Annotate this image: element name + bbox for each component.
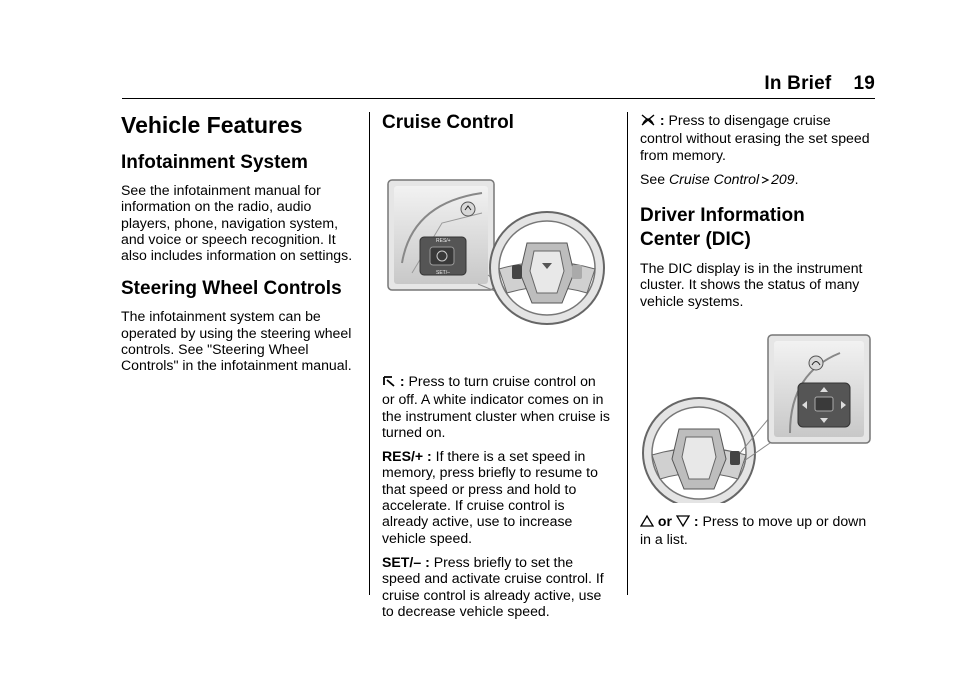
steering-body: The infotainment system can be operated by using the steering wheel controls. See "Steering Wheel Controls" in the infotainment manual. [121,308,352,374]
section-title: In Brief [764,73,832,94]
header-rule [122,98,875,99]
set-term: SET/– : [382,553,430,570]
column-cruise-control [382,108,612,619]
cruise-onoff-icon [382,374,396,391]
res-term: RES/+ : [382,448,432,465]
cancel-term: : [640,112,665,128]
heading-steering-wheel-controls: Steering Wheel Controls [121,278,342,300]
heading-dic: Driver Information Center (DIC) [640,205,805,251]
section-heading-vehicle-features: Vehicle Features [121,112,303,138]
cancel-text: Press to disengage cruise control without erasing the set speed from memory. [640,112,870,163]
dic-illustration [640,313,876,503]
updown-description [640,513,876,548]
cruise-onoff-term: : [382,373,405,389]
arrow-down-icon [676,514,690,531]
res-label: RES/+ [436,238,451,244]
arrow-up-icon [640,514,654,531]
column-dic [640,108,876,548]
cruise-control-page[interactable]: 209 [771,170,795,187]
cruise-control-link[interactable]: Cruise Control [669,170,760,187]
page-header [764,73,875,95]
page-number: 19 [853,73,875,94]
column-divider-1 [369,112,370,595]
column-divider-2 [627,112,628,595]
heading-cruise-control: Cruise Control [382,112,514,133]
steering-wheel-cruise-illustration [382,143,612,353]
set-description [382,554,612,619]
see-reference: See Cruise Control 209. [640,171,876,189]
set-label: SET/– [436,270,450,276]
updown-text: Press to move up or down in a list. [640,513,867,548]
set-text: Press briefly to set the speed and activate cruise control. If cruise control is already active, use to decrease vehicle speed. [382,553,604,619]
column-vehicle-features [121,108,356,374]
cruise-control-illustration [382,143,612,353]
page-reference-icon [759,173,771,189]
res-description [382,448,612,546]
cruise-cancel-icon [640,113,656,130]
infotainment-body: See the infotainment manual for information on the radio, audio players, phone, navigation system, and voice or speech recognition. It also includes information on settings. [121,182,353,264]
dic-body: The DIC display is in the instrument cluster. It shows the status of many vehicle systems. [640,260,863,309]
heading-infotainment-system: Infotainment System [121,152,308,173]
steering-wheel-dic-illustration [640,313,876,503]
updown-term: or : [640,513,699,529]
cancel-description [640,112,876,163]
res-text: If there is a set speed in memory, press briefly to resume to that speed or press and hold to accelerate. If cruise control is already active, use to increase vehicle speed. [382,448,598,546]
cruise-onoff-text: Press to turn cruise control on or off. A white indicator comes on in the instrument cluster when cruise is turned on. [382,373,610,440]
cruise-onoff-description [382,373,612,440]
